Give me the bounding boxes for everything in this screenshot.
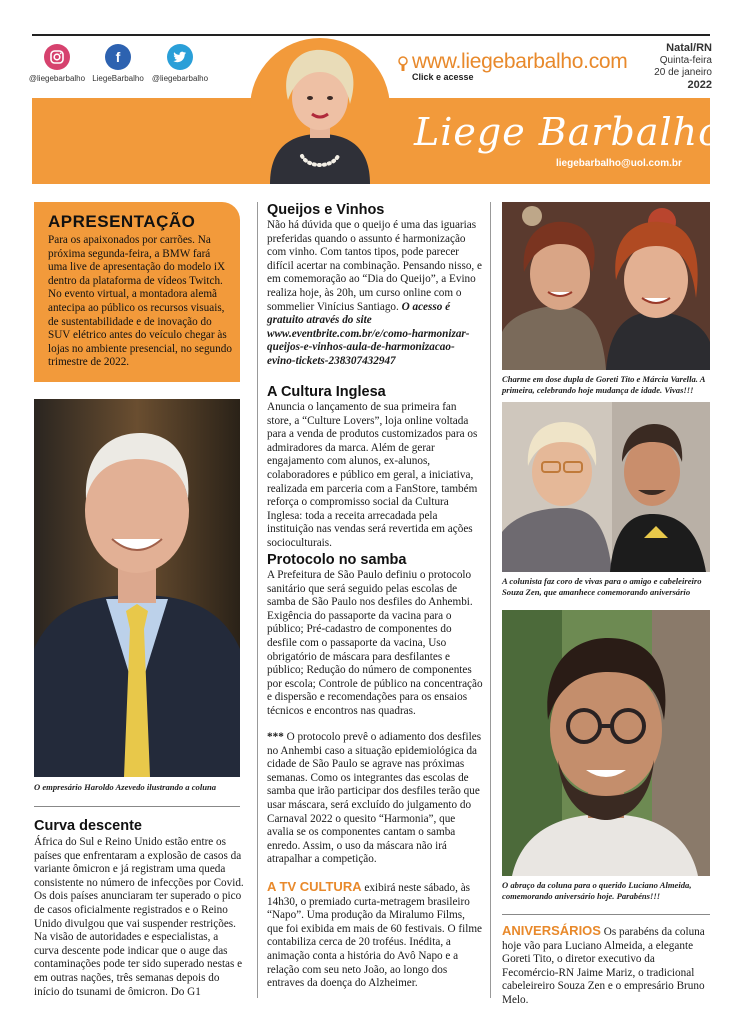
souza-zen-photo bbox=[502, 402, 710, 572]
protocolo-stars: *** bbox=[267, 731, 284, 743]
date-block bbox=[640, 42, 712, 92]
cultura-text: Anuncia o lançamento de sua primeira fan store, a “Culture Lovers”, loja online voltada para a venda de produtos customizados para os admiradores da marca. Além de gerar engajamento com alunos, ex-alunos, colaboradores e público em geral, a iniciativa, realizada em parceria com a FanStore, também reforça o compromisso social da Cultura Inglesa: toda a receita arrecadada pela instituição nas vendas será revertida em ações socioculturais. bbox=[267, 401, 478, 549]
goreti-marcia-photo bbox=[502, 202, 710, 370]
luciano-photo bbox=[502, 610, 710, 876]
email-link[interactable]: liegebarbalho@uol.com.br bbox=[556, 158, 682, 169]
curva-text: África do Sul e Reino Unido estão entre os países que enfrentaram a explosão de casos da variante ômicron e já registram uma queda consistente no número de infecções por Covid. Os dois países anunciaram ter superado o pico de casos oficialmente registrados e o Reino Unido divulgou que vai suspender restrições. Na visão de autoridades e especialistas, a curva descente pode indicar que o auge das contaminações pode ter sido superado nestas e em outras nações, três semanas depois do início do tsunami de ômicron. Do G1 bbox=[34, 836, 244, 998]
caption-3: O abraço da coluna para o querido Luciano Almeida, comemorando aniversário hoje. Parabéns!!! bbox=[502, 880, 692, 901]
caption-1: Charme em dose dupla de Goreti Tito e Márcia Varella. A primeira, celebrando hoje mudança de idade. Vivas!!! bbox=[502, 374, 705, 395]
top-rule bbox=[32, 34, 710, 36]
queijos-body bbox=[267, 219, 483, 369]
queijos-title: Queijos e Vinhos bbox=[267, 202, 385, 218]
twitter-label: @liegebarbalho bbox=[151, 74, 209, 83]
weekday: Quinta-feira bbox=[659, 55, 712, 66]
twitter-icon bbox=[167, 44, 193, 70]
column-rule-1 bbox=[257, 202, 258, 998]
aniversarios-block bbox=[502, 924, 714, 1008]
apresentacao-box bbox=[34, 202, 240, 382]
haroldo-photo bbox=[34, 399, 240, 777]
haroldo-caption: O empresário Haroldo Azevedo ilustrando a coluna bbox=[34, 782, 217, 792]
instagram-icon bbox=[44, 44, 70, 70]
queijos-text: Não há dúvida que o queijo é uma das iguarias preferidas quando o assunto é harmonização com vinho. Com tantos tipos, pode parecer difícil acertar na combinação. Pensando nisso, e em comemoração ao “Dia do Queijo”, a Evino realiza hoje, às 20h, um curso online com o sommelier Vinícius Santiago. bbox=[267, 219, 482, 313]
apresentacao-text: Para os apaixonados por carrões. Na próxima segunda-feira, a BMW fará uma live de apresentação do modelo iX dentro da plataforma de vídeos Twitch. No evento virtual, a montadora alemã antecipa ao público os recursos visuais, de sustentabilidade e de inovação do SUV elétrico antes do veículo chegar às lojas no ambiente presencial, no segundo trimestre de 2022. bbox=[48, 234, 232, 369]
facebook-label: LiegeBarbalho bbox=[92, 74, 144, 83]
curva-title: Curva descente bbox=[34, 818, 142, 834]
left-divider bbox=[34, 806, 240, 807]
cultura-title: A Cultura Inglesa bbox=[267, 384, 386, 400]
year: 2022 bbox=[687, 79, 712, 91]
click-label: Click e acesse bbox=[412, 72, 474, 82]
columnist-photo bbox=[250, 38, 390, 184]
instagram-label: @liegebarbalho bbox=[28, 74, 86, 83]
right-divider bbox=[502, 914, 710, 915]
protocolo-text: A Prefeitura de São Paulo definiu o protocolo sanitário que será seguido pelas escolas de samba de São Paulo nos desfiles do Anhembi. Exigência do passaporte da vacina para o público; Pré-cadastro de componentes do desfile com o passaporte da vacina, Uso obrigatório de máscara para desfilantes e público; Redução do número de componentes por escola; Controle de público na concentração e dispersão e recomendações para os ensaios técnicos e encontros nas quadras. bbox=[267, 569, 483, 717]
brand-title: Liege Barbalho bbox=[414, 110, 722, 154]
aniversarios-lead: ANIVERSÁRIOS bbox=[502, 923, 601, 938]
tvcultura-text: exibirá neste sábado, às 14h30, o premiado curta-metragem brasileiro “Napo”. Uma produção da Miralumo Films, que foi exibida em mais de 60 festivais. O filme contabiliza cerca de 20 troféus. Inédita, a animação conta a história do Avô Napo e a relação com seu neto João, ao longo dos entraves da doença do Alzheimer. bbox=[267, 882, 482, 990]
twitter-link[interactable] bbox=[148, 44, 212, 83]
facebook-icon: f bbox=[105, 44, 131, 70]
facebook-link[interactable] bbox=[86, 44, 150, 83]
column-rule-2 bbox=[490, 202, 491, 998]
tvcultura-block bbox=[267, 880, 483, 991]
site-link[interactable]: www.liegebarbalho.com bbox=[412, 50, 628, 73]
instagram-link[interactable] bbox=[25, 44, 89, 83]
caption-2: A colunista faz coro de vivas para o amigo e cabeleireiro Souza Zen, que amanhece comemorando aniversário bbox=[502, 576, 702, 597]
tvcultura-lead: A TV CULTURA bbox=[267, 879, 362, 894]
city: Natal/RN bbox=[666, 42, 712, 54]
queijos-link[interactable]: O acesso é gratuito através do site www.eventbrite.com.br/e/como-harmonizar-queijos-e-vinhos-aula-de-harmonizacao-evino-tickets-238307432947 bbox=[267, 300, 470, 367]
protocolo-text2: O protocolo prevê o adiamento dos desfiles no Anhembi caso a situação epidemiológica da cidade de São Paulo se agrave nas próximas semanas. Como os integrantes das escolas de samba que irão participar dos desfiles terão que usar máscara, será excluído do julgamento do Carnaval 2022 o quesito “Harmonia”, que avalia se os componentes cantam o samba enredo. Assim, o uso da máscara não irá atrapalhar a competição. bbox=[267, 731, 482, 866]
date: 20 de janeiro bbox=[654, 67, 712, 78]
apresentacao-title: APRESENTAÇÃO bbox=[48, 212, 196, 231]
aniversarios-text: Os parabéns da coluna hoje vão para Luciano Almeida, a elegante Goreti Tito, o diretor executivo da Fecomércio-RN Jaime Mariz, o tradicional cabeleireiro Souza Zen e o empresário Bruno Melo. bbox=[502, 926, 705, 1006]
protocolo-body2 bbox=[267, 731, 483, 867]
cursor-icon bbox=[396, 56, 410, 70]
protocolo-title: Protocolo no samba bbox=[267, 552, 407, 568]
